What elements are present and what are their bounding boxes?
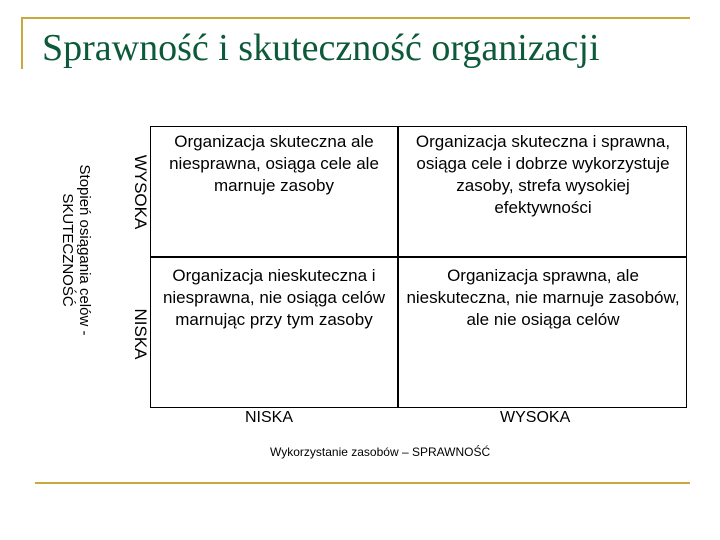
accent-line-top xyxy=(22,17,690,19)
accent-line-bottom xyxy=(35,482,690,484)
x-axis-low-label: NISKA xyxy=(245,409,294,426)
efficiency-matrix xyxy=(150,126,687,408)
cell-bottom-right: Organizacja sprawna, ale nieskuteczna, nie marnuje zasobów, ale nie osiąga celów xyxy=(406,266,680,329)
cell-top-right: Organizacja skuteczna i sprawna, osiąga cele i dobrze wykorzystuje zasoby, strefa wysokiej efektywności xyxy=(415,132,671,217)
x-axis-title: Wykorzystanie zasobów – SPRAWNOŚĆ xyxy=(270,445,491,459)
y-axis-title xyxy=(57,150,93,350)
x-axis-high-label: WYSOKA xyxy=(500,409,571,426)
accent-line-left xyxy=(21,17,23,69)
cell-top-left: Organizacja skuteczna ale niesprawna, osiąga cele ale marnuje zasoby xyxy=(169,132,379,195)
y-axis-low-label: NISKA xyxy=(131,308,150,360)
y-axis-title-line1: Stopień osiągania celów - xyxy=(76,164,93,336)
y-axis-high-label: WYSOKA xyxy=(131,154,150,230)
y-axis-title-line2: SKUTECZNOŚĆ xyxy=(59,193,76,307)
cell-bottom-left: Organizacja nieskuteczna i niesprawna, nie osiąga celów marnując przy tym zasoby xyxy=(162,266,386,329)
divider-horizontal xyxy=(151,256,686,258)
slide-title: Sprawność i skuteczność organizacji xyxy=(42,27,600,69)
